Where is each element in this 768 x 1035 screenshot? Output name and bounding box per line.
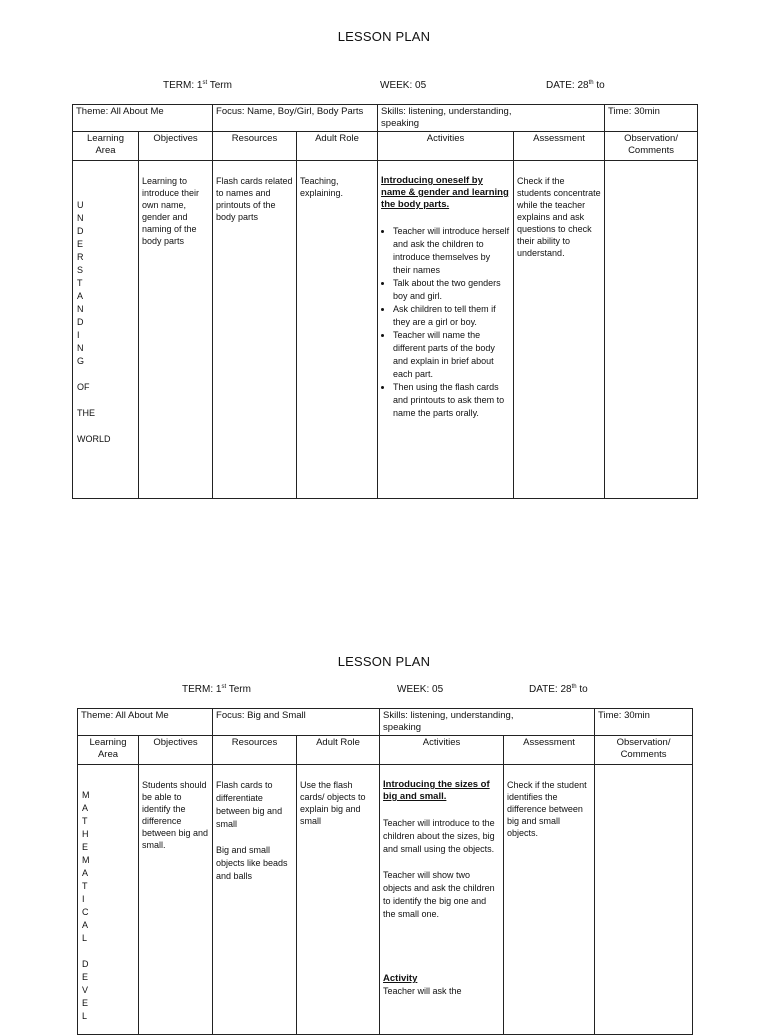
letter: E [82, 972, 89, 982]
letter: E [82, 842, 89, 852]
content-row [78, 765, 693, 1035]
letter: A [82, 920, 89, 930]
skills-cell: Skills: listening, understanding, speaking [378, 105, 605, 132]
header-adult-role: Adult Role [297, 736, 380, 765]
activity-text: Teacher will ask the [383, 986, 462, 996]
header-learning-area: Learning Area [73, 132, 139, 161]
letter: S [77, 265, 84, 275]
activities-text: Teacher will show two objects and ask the children to identify the big one and the small one. [383, 870, 495, 919]
letter: A [77, 291, 84, 301]
activities-text: Teacher will introduce to the children about the sizes, big and small using the objects. [383, 818, 495, 854]
letter: I [82, 894, 85, 904]
list-item: • Talk about the two genders boy and girl. [393, 277, 510, 303]
resources-cell: Flash cards related to names and printouts of the body parts [213, 161, 297, 499]
time-cell: Time: 30min [595, 709, 693, 736]
letter: N [77, 304, 84, 314]
spacer [82, 945, 135, 958]
assessment-cell: Check if the students concentrate while the teacher explains and ask questions to check their ability to understand. [514, 161, 605, 499]
list-item: • Then using the flash cards and printouts to ask them to name the parts orally. [393, 381, 510, 420]
theme-cell: Theme: All About Me [73, 105, 213, 132]
page-title: LESSON PLAN [337, 654, 431, 669]
activities-title: Introducing oneself by name & gender and learning the body parts. [381, 175, 509, 210]
letter: I [77, 330, 80, 340]
letter: D [77, 317, 84, 327]
time-cell: Time: 30min [605, 105, 698, 132]
header-activities: Activities [378, 132, 514, 161]
letter: T [77, 278, 83, 288]
letter: OF [77, 382, 90, 392]
letter: V [82, 985, 89, 995]
letter: C [82, 907, 89, 917]
activity-heading: Activity [383, 973, 418, 984]
letter: T [82, 881, 88, 891]
resources-text: Flash cards to differentiate between big and small [216, 780, 283, 829]
date-label: DATE: 28th to [546, 80, 605, 91]
header-assessment: Assessment [504, 736, 595, 765]
lesson-table [77, 708, 693, 1035]
page-title: LESSON PLAN [337, 29, 431, 44]
letter: H [82, 829, 89, 839]
header-resources: Resources [213, 736, 297, 765]
header-learning-area: Learning Area [78, 736, 139, 765]
list-item: • Ask children to tell them if they are a girl or boy. [393, 303, 510, 329]
objectives-cell: Learning to introduce their own name, gender and naming of the body parts [139, 161, 213, 499]
letter: U [77, 200, 84, 210]
term-label: TERM: 1st Term [182, 684, 251, 695]
focus-cell: Focus: Big and Small [213, 709, 380, 736]
assessment-cell: Check if the student identifies the difference between big and small objects. [504, 765, 595, 1035]
date-label: DATE: 28th to [529, 684, 588, 695]
theme-cell: Theme: All About Me [78, 709, 213, 736]
letter: R [77, 252, 84, 262]
header-comments: Observation/ Comments [595, 736, 693, 765]
term-label: TERM: 1st Term [163, 80, 232, 91]
letter: L [82, 1011, 88, 1021]
letter: M [82, 790, 90, 800]
letter: G [77, 356, 85, 366]
header-adult-role: Adult Role [297, 132, 378, 161]
letter: WORLD [77, 434, 111, 444]
letter: M [82, 855, 90, 865]
week-label: WEEK: 05 [397, 684, 444, 695]
letter: L [82, 933, 88, 943]
letter: N [77, 213, 84, 223]
header-row [78, 736, 693, 765]
theme-row [78, 709, 693, 736]
letter: D [77, 226, 84, 236]
adult-role-cell: Use the flash cards/ objects to explain big and small [297, 765, 380, 1035]
learning-area-cell [78, 765, 139, 1035]
resources-text: Big and small objects like beads and balls [216, 845, 288, 881]
letter: A [82, 803, 89, 813]
letter: E [82, 998, 89, 1008]
letter: E [77, 239, 84, 249]
list-item: • Teacher will introduce herself and ask the children to introduce themselves by their names [393, 225, 510, 277]
week-label: WEEK: 05 [380, 80, 427, 91]
skills-cell: Skills: listening, understanding, speaking [380, 709, 595, 736]
header-objectives: Objectives [139, 736, 213, 765]
comments-cell [595, 765, 693, 1035]
letter: A [82, 868, 89, 878]
objectives-cell: Students should be able to identify the difference between big and small. [139, 765, 213, 1035]
letter: N [77, 343, 84, 353]
activities-title: Introducing the sizes of big and small. [383, 779, 490, 802]
header-objectives: Objectives [139, 132, 213, 161]
letter: D [82, 959, 89, 969]
header-activities: Activities [380, 736, 504, 765]
activities-cell [380, 765, 504, 1035]
header-comments: Observation/ Comments [605, 132, 698, 161]
header-assessment: Assessment [514, 132, 605, 161]
resources-cell [213, 765, 297, 1035]
adult-role-cell: Teaching, explaining. [297, 161, 378, 499]
header-resources: Resources [213, 132, 297, 161]
list-item: • Teacher will name the different parts of the body and explain in brief about each part. [393, 329, 510, 381]
letter: THE [77, 408, 95, 418]
letter: T [82, 816, 88, 826]
focus-cell: Focus: Name, Boy/Girl, Body Parts [213, 105, 378, 132]
